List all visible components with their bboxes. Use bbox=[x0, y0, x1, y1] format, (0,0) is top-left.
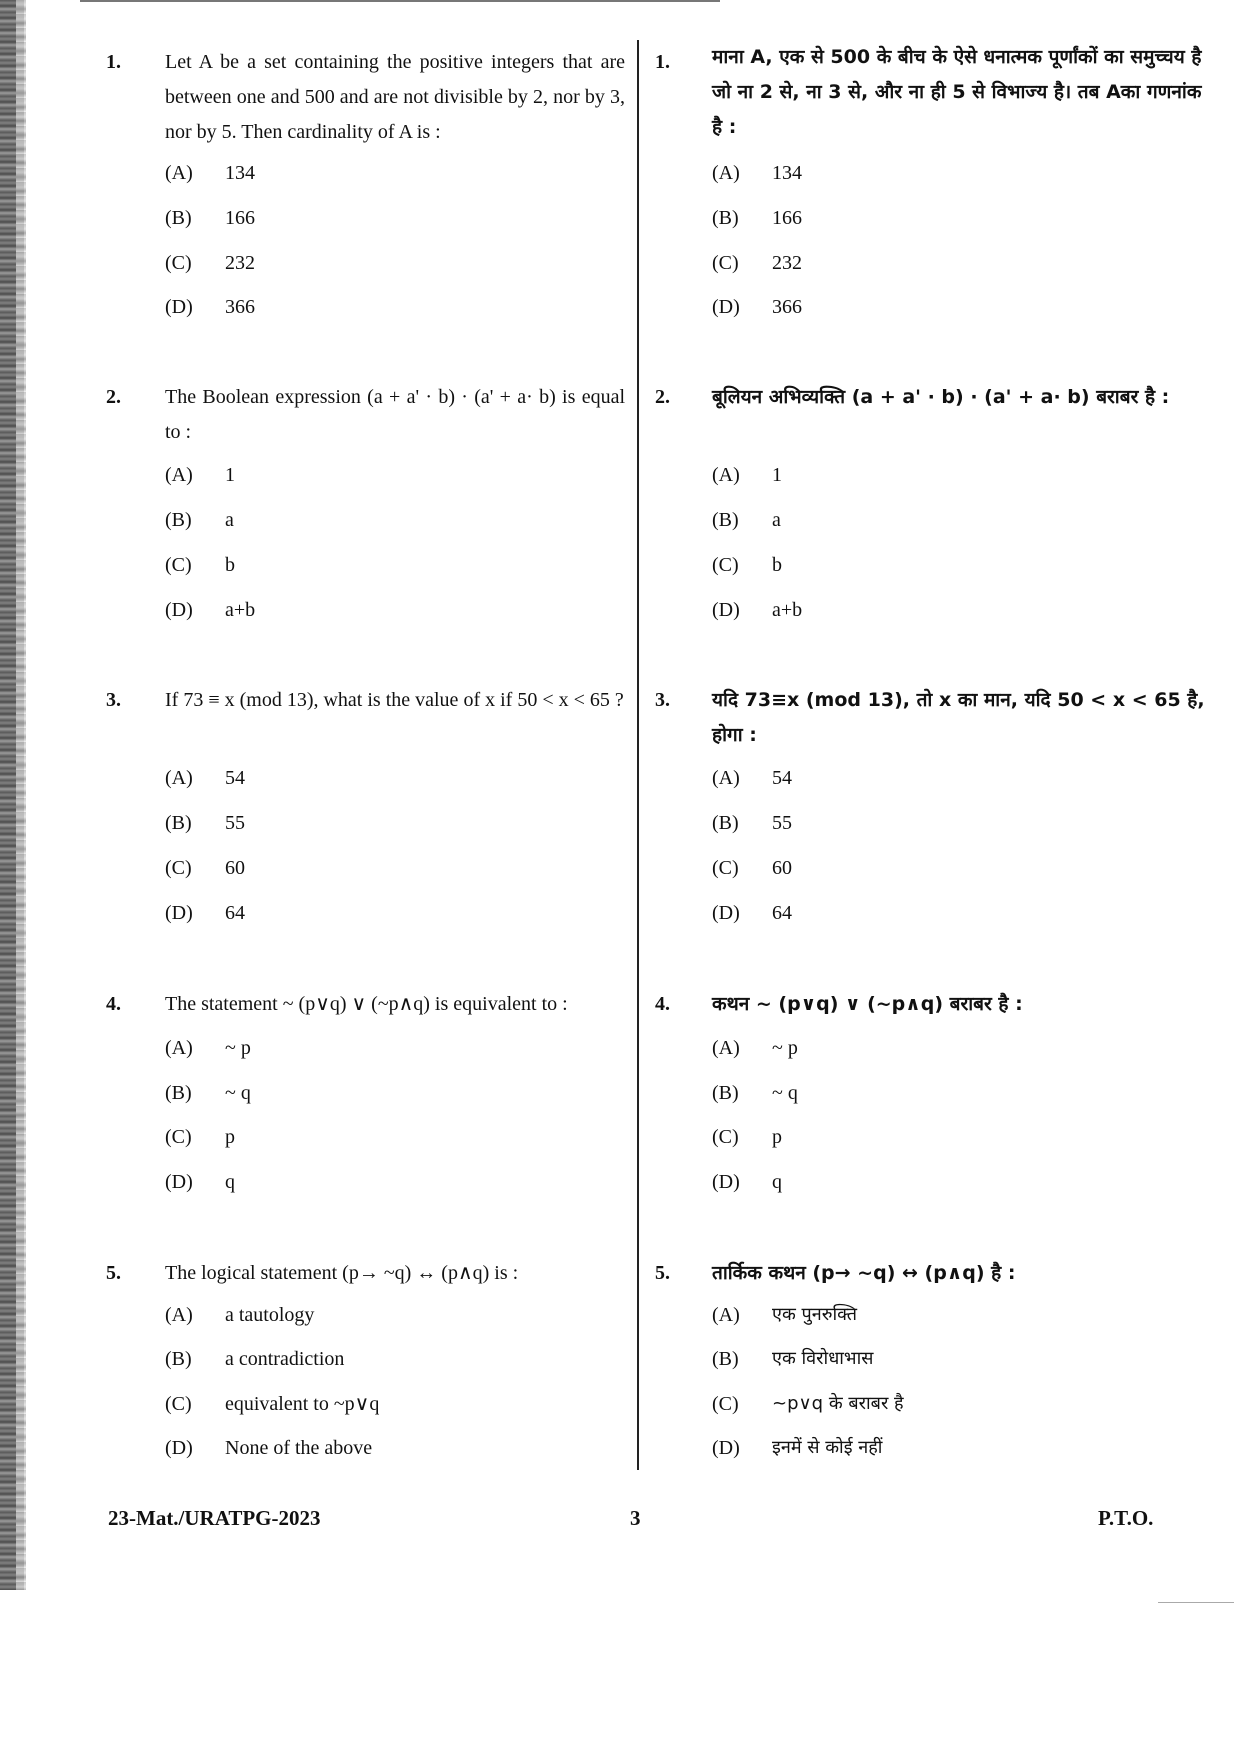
option-text: 366 bbox=[225, 296, 255, 318]
option-a[interactable] bbox=[165, 763, 605, 793]
option-text: 55 bbox=[225, 812, 245, 834]
option-text: 232 bbox=[225, 252, 255, 274]
option-text: p bbox=[225, 1126, 235, 1148]
option-label: (C) bbox=[165, 252, 192, 274]
question-text: The logical statement (p→ ~q) ↔ (p∧q) is : bbox=[165, 1262, 519, 1284]
option-label: (D) bbox=[712, 296, 740, 318]
question-number: 4. bbox=[655, 993, 670, 1015]
question-number: 4. bbox=[106, 993, 121, 1015]
option-text: 64 bbox=[772, 902, 792, 924]
option-text: ~p∨q के बराबर है bbox=[772, 1393, 904, 1414]
option-text: a bbox=[225, 509, 234, 531]
option-label: (A) bbox=[165, 1037, 193, 1059]
option-a[interactable] bbox=[712, 763, 1212, 793]
option-text: 232 bbox=[772, 252, 802, 274]
option-text: 54 bbox=[225, 767, 245, 789]
option-a[interactable] bbox=[712, 460, 1212, 490]
option-label: (C) bbox=[712, 857, 739, 879]
option-label: (D) bbox=[712, 1437, 740, 1459]
option-text: एक विरोधाभास bbox=[772, 1348, 874, 1369]
option-c[interactable] bbox=[165, 248, 605, 278]
option-label: (A) bbox=[165, 162, 193, 184]
option-d[interactable] bbox=[165, 292, 605, 322]
question-text: The Boolean expression (a + a' · b) · (a' + a· b) is equal to : bbox=[165, 386, 625, 443]
question-number: 3. bbox=[106, 689, 121, 711]
hindi-column bbox=[640, 0, 1241, 1480]
question-number: 1. bbox=[655, 51, 670, 73]
option-d[interactable] bbox=[712, 898, 1212, 928]
option-label: (B) bbox=[165, 1082, 192, 1104]
option-text: q bbox=[225, 1171, 235, 1193]
option-text: ~ q bbox=[772, 1082, 798, 1104]
option-d[interactable] bbox=[712, 1167, 1212, 1197]
option-label: (D) bbox=[712, 599, 740, 621]
option-text: a tautology bbox=[225, 1304, 315, 1326]
question-number: 2. bbox=[655, 386, 670, 408]
option-text: 60 bbox=[772, 857, 792, 879]
option-c[interactable] bbox=[712, 248, 1212, 278]
option-label: (C) bbox=[165, 554, 192, 576]
option-c[interactable] bbox=[712, 550, 1212, 580]
option-c[interactable] bbox=[712, 1389, 1212, 1419]
option-label: (B) bbox=[165, 1348, 192, 1370]
option-label: (B) bbox=[712, 1082, 739, 1104]
option-text: 166 bbox=[225, 207, 255, 229]
question-text: कथन ~ (p∨q) ∨ (~p∧q) बराबर है : bbox=[712, 993, 1023, 1015]
option-text: p bbox=[772, 1126, 782, 1148]
option-d[interactable] bbox=[165, 1433, 605, 1463]
option-b[interactable] bbox=[712, 1078, 1212, 1108]
question-text: If 73 ≡ x (mod 13), what is the value of x if 50 < x < 65 ? bbox=[165, 689, 624, 711]
option-label: (D) bbox=[165, 902, 193, 924]
option-text: a+b bbox=[772, 599, 803, 621]
option-label: (D) bbox=[165, 1171, 193, 1193]
option-label: (B) bbox=[712, 509, 739, 531]
option-c[interactable] bbox=[165, 550, 605, 580]
question-number: 3. bbox=[655, 689, 670, 711]
option-b[interactable] bbox=[712, 203, 1212, 233]
option-text: ~ q bbox=[225, 1082, 251, 1104]
option-a[interactable] bbox=[712, 158, 1212, 188]
option-label: (C) bbox=[165, 1393, 192, 1415]
option-c[interactable] bbox=[712, 1122, 1212, 1152]
option-text: ~ p bbox=[772, 1037, 798, 1059]
question-number: 5. bbox=[655, 1262, 670, 1284]
question-number: 5. bbox=[106, 1262, 121, 1284]
option-a[interactable] bbox=[712, 1033, 1212, 1063]
option-label: (B) bbox=[712, 207, 739, 229]
option-a[interactable] bbox=[165, 158, 605, 188]
option-a[interactable] bbox=[165, 460, 605, 490]
option-text: b bbox=[772, 554, 782, 576]
option-text: a+b bbox=[225, 599, 256, 621]
option-label: (D) bbox=[712, 902, 740, 924]
option-d[interactable] bbox=[712, 1433, 1212, 1463]
option-b[interactable] bbox=[165, 505, 605, 535]
question-text: यदि 73≡x (mod 13), तो x का मान, यदि 50 < x < 65 है, होगा : bbox=[712, 689, 1205, 746]
option-label: (B) bbox=[165, 812, 192, 834]
option-b[interactable] bbox=[165, 1344, 605, 1374]
option-d[interactable] bbox=[165, 595, 605, 625]
option-label: (C) bbox=[712, 1126, 739, 1148]
option-text: a contradiction bbox=[225, 1348, 345, 1370]
option-text: एक पुनरुक्ति bbox=[772, 1304, 858, 1325]
option-a[interactable] bbox=[712, 1300, 1212, 1330]
column-divider bbox=[637, 40, 639, 1470]
option-b[interactable] bbox=[165, 808, 605, 838]
option-text: 366 bbox=[772, 296, 802, 318]
option-label: (D) bbox=[712, 1171, 740, 1193]
option-label: (B) bbox=[712, 812, 739, 834]
option-label: (A) bbox=[712, 1304, 740, 1326]
option-label: (C) bbox=[165, 857, 192, 879]
option-text: ~ p bbox=[225, 1037, 251, 1059]
option-label: (A) bbox=[165, 1304, 193, 1326]
option-label: (A) bbox=[712, 162, 740, 184]
option-b[interactable] bbox=[712, 505, 1212, 535]
option-a[interactable] bbox=[165, 1300, 605, 1330]
paper-code: 23-Mat./URATPG-2023 bbox=[108, 1506, 321, 1530]
question-number: 1. bbox=[106, 51, 121, 73]
page-number: 3 bbox=[630, 1506, 641, 1530]
question-text: तार्किक कथन (p→ ~q) ↔ (p∧q) है : bbox=[712, 1262, 1016, 1284]
question-text: बूलियन अभिव्यक्ति (a + a' · b) · (a' + a· b) बराबर है : bbox=[712, 386, 1170, 408]
pto-label: P.T.O. bbox=[1098, 1506, 1154, 1530]
question-text: Let A be a set containing the positive integers that are between one and 500 and are not divisible by 2, nor by 3, nor by 5. Then cardinality of A is : bbox=[165, 51, 625, 143]
option-label: (B) bbox=[165, 207, 192, 229]
option-label: (D) bbox=[165, 1437, 193, 1459]
question-text: The statement ~ (p∨q) ∨ (~p∧q) is equivalent to : bbox=[165, 993, 568, 1015]
option-text: 1 bbox=[225, 464, 235, 486]
option-label: (A) bbox=[712, 464, 740, 486]
option-text: 60 bbox=[225, 857, 245, 879]
option-label: (D) bbox=[165, 296, 193, 318]
option-c[interactable] bbox=[712, 853, 1212, 883]
option-text: इनमें से कोई नहीं bbox=[772, 1437, 883, 1458]
option-b[interactable] bbox=[165, 203, 605, 233]
option-b[interactable] bbox=[712, 1344, 1212, 1374]
option-label: (A) bbox=[165, 767, 193, 789]
option-text: 54 bbox=[772, 767, 792, 789]
option-d[interactable] bbox=[165, 898, 605, 928]
option-c[interactable] bbox=[165, 1389, 605, 1419]
option-a[interactable] bbox=[165, 1033, 605, 1063]
option-label: (C) bbox=[165, 1126, 192, 1148]
option-label: (C) bbox=[712, 252, 739, 274]
option-d[interactable] bbox=[712, 292, 1212, 322]
option-d[interactable] bbox=[165, 1167, 605, 1197]
option-c[interactable] bbox=[165, 853, 605, 883]
option-label: (A) bbox=[712, 1037, 740, 1059]
option-text: 166 bbox=[772, 207, 802, 229]
option-label: (A) bbox=[712, 767, 740, 789]
option-label: (A) bbox=[165, 464, 193, 486]
question-number: 2. bbox=[106, 386, 121, 408]
option-text: 64 bbox=[225, 902, 245, 924]
option-label: (C) bbox=[712, 554, 739, 576]
option-d[interactable] bbox=[712, 595, 1212, 625]
option-text: q bbox=[772, 1171, 782, 1193]
option-label: (D) bbox=[165, 599, 193, 621]
option-b[interactable] bbox=[712, 808, 1212, 838]
option-text: None of the above bbox=[225, 1437, 373, 1459]
option-c[interactable] bbox=[165, 1122, 605, 1152]
footer-rule bbox=[1158, 1602, 1234, 1603]
option-text: equivalent to ~p∨q bbox=[225, 1393, 380, 1415]
option-text: 55 bbox=[772, 812, 792, 834]
option-text: 134 bbox=[772, 162, 802, 184]
option-text: a bbox=[772, 509, 781, 531]
option-label: (B) bbox=[165, 509, 192, 531]
option-text: b bbox=[225, 554, 235, 576]
option-text: 134 bbox=[225, 162, 255, 184]
option-b[interactable] bbox=[165, 1078, 605, 1108]
option-text: 1 bbox=[772, 464, 782, 486]
question-text: माना A, एक से 500 के बीच के ऐसे धनात्मक पूर्णांकों का समुच्चय है जो ना 2 से, ना 3 से, और ना ही 5 से विभाज्य है। तब Aका गणनांक है : bbox=[712, 46, 1202, 138]
option-label: (C) bbox=[712, 1393, 739, 1415]
english-column bbox=[0, 0, 636, 1480]
option-label: (B) bbox=[712, 1348, 739, 1370]
